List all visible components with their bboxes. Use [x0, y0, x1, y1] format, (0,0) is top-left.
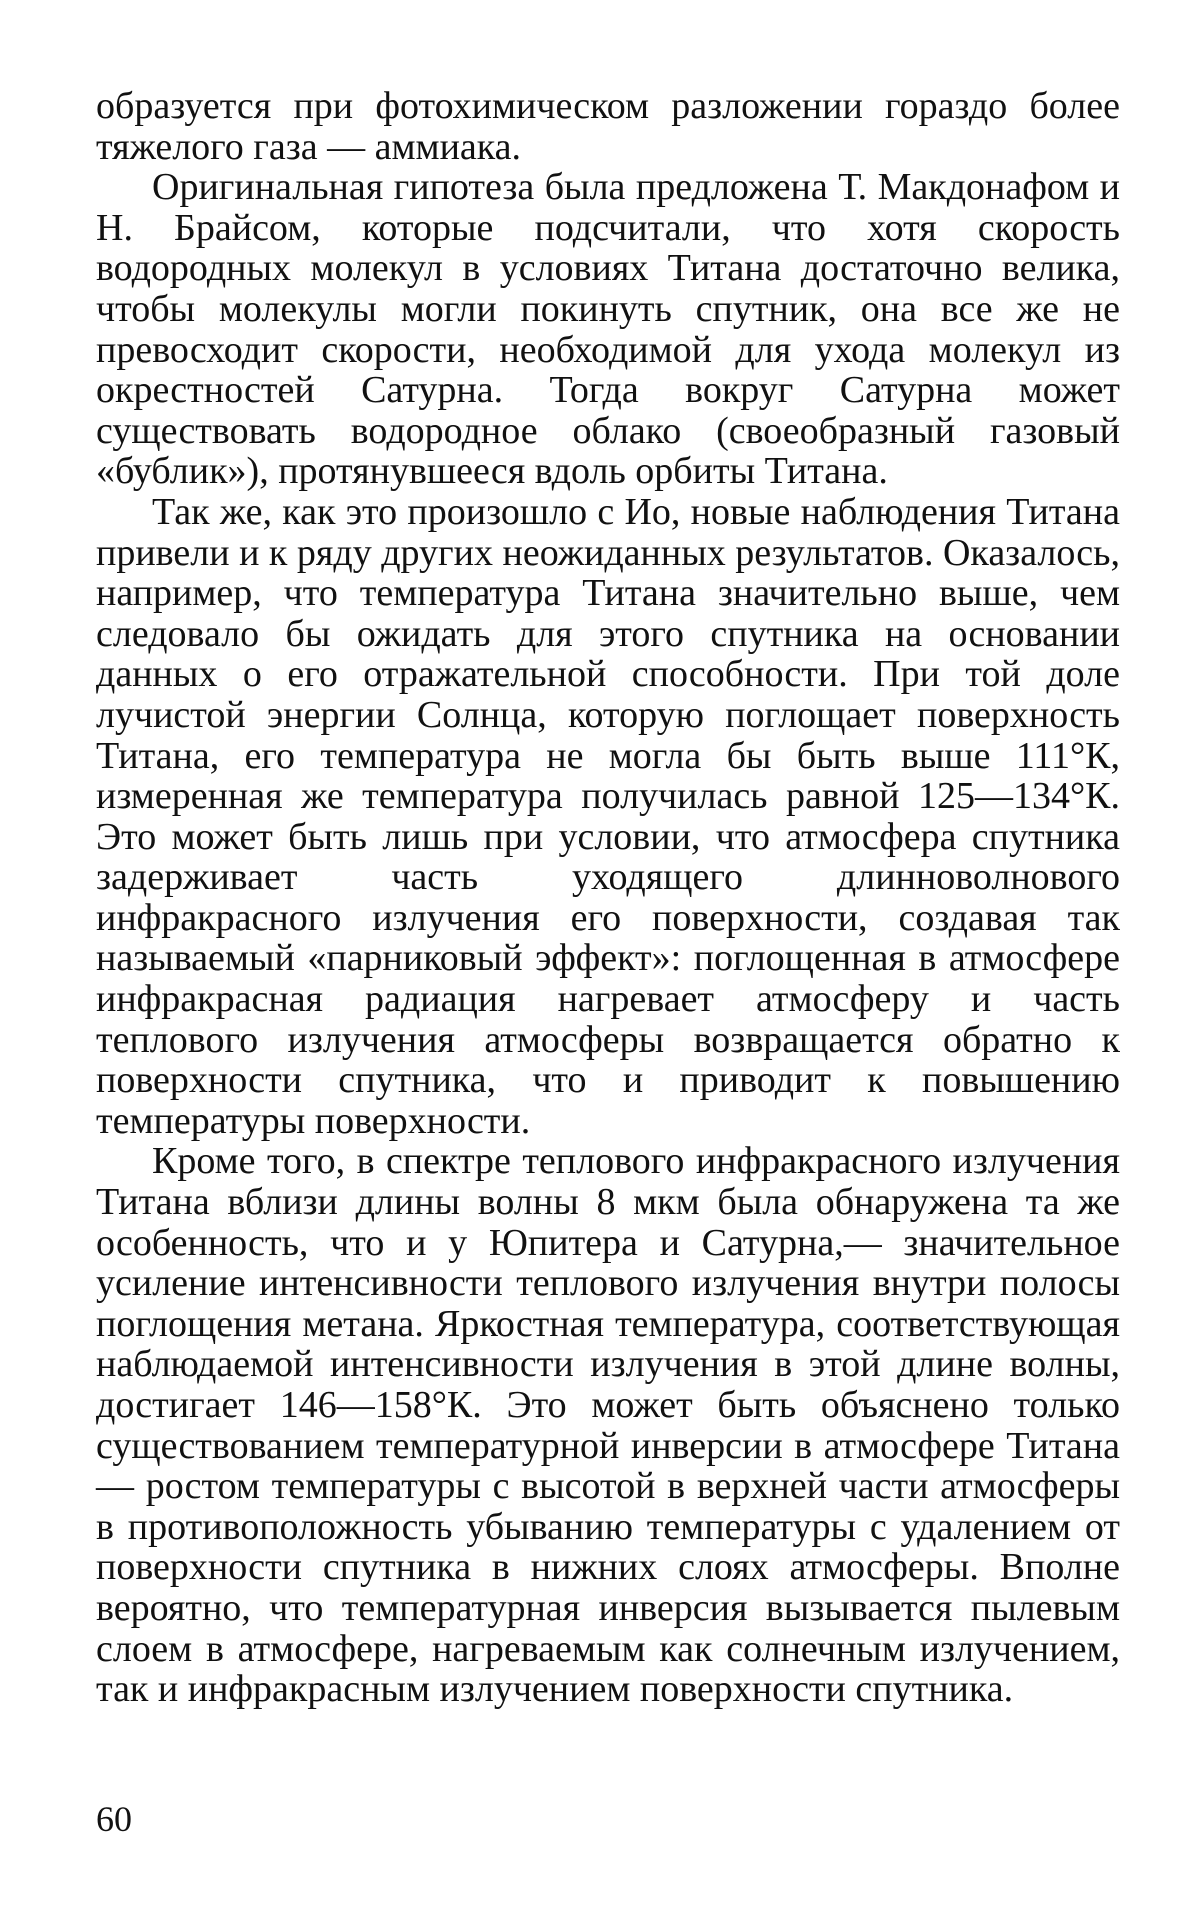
page-number: 60	[96, 1799, 132, 1839]
page-text-block	[96, 86, 1120, 1710]
paragraph-hypothesis: Оригинальная гипотеза была предложена Т. Макдонафом и Н. Брайсом, которые подсчитали, что хотя скорость водородных молекул в условиях Титана достаточно велика, чтобы молекулы могли покинуть спутник, она все же не превосходит скорости, необходимой для ухода молекул из окрестностей Сатурна. Тогда вокруг Сатурна может существовать водородное облако (своеобразный газовый «бублик»), протянувшееся вдоль орбиты Титана.	[96, 166, 1120, 493]
paragraph-temperature-inversion: Кроме того, в спектре теплового инфракрасного излучения Титана вблизи длины волны 8 мкм была обнаружена та же особенность, что и у Юпитера и Сатурна,— значительное усиление интенсивности теплового излучения внутри полосы поглощения метана. Яркостная температура, соответствующая наблюдаемой интенсивности излучения в этой длине волны, достигает 146—158°К. Это может быть объяснено только существованием температурной инверсии в атмосфере Титана — ростом температуры с высотой в верхней части атмосферы в противоположность убыванию температуры с удалением от поверхности спутника в нижних слоях атмосферы. Вполне вероятно, что температурная инверсия вызывается пылевым слоем в атмосфере, нагреваемым как солнечным излучением, так и инфракрасным излучением поверхности спутника.	[96, 1140, 1120, 1711]
paragraph-continuation: образуется при фотохимическом разложении гораздо более тяжелого газа — аммиака.	[96, 85, 1120, 168]
paragraph-greenhouse-effect: Так же, как это произошло с Ио, новые наблюдения Титана привели и к ряду других неожиданных результатов. Оказалось, например, что температура Титана значительно выше, чем следовало бы ожидать для этого спутника на основании данных о его отражательной способности. При той доле лучистой энергии Солнца, которую поглощает поверхность Титана, его температура не могла бы быть выше 111°К, измеренная же температура получилась равной 125—134°К. Это может быть лишь при условии, что атмосфера спутника задерживает часть уходящего длинноволнового инфракрасного излучения его поверхности, создавая так называемый «парниковый эффект»: поглощенная в атмосфере инфракрасная радиация нагревает атмосферу и часть теплового излучения атмосферы возвращается обратно к поверхности спутника, что и приводит к повышению температуры поверхности.	[96, 490, 1120, 1142]
